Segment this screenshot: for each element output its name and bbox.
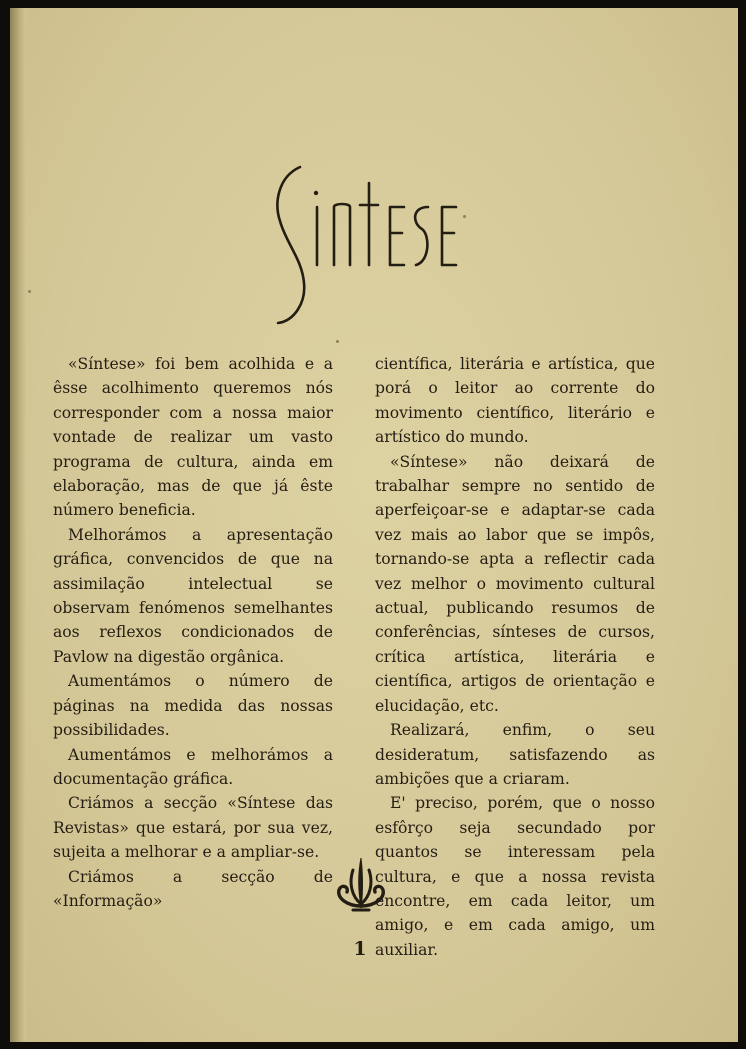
- binding-spine: [10, 8, 26, 1042]
- page-title: [272, 163, 482, 333]
- text-column-right: [375, 352, 655, 962]
- floral-ornament-icon: [333, 854, 389, 916]
- paragraph: Criámos a secção de «Informação»: [53, 867, 333, 910]
- paragraph: «Síntese» foi bem acolhida e a êsse acolhimento queremos nós corresponder com a nossa maior vontade de realizar um vasto programa de cultura, ainda em elaboração, mas de que já êste número beneficia.: [53, 355, 333, 520]
- magazine-page: [10, 8, 738, 1042]
- text-column-left: [53, 352, 333, 913]
- paper-speck: [28, 290, 31, 293]
- paragraph: Melhorámos a apresentação gráfica, convencidos de que na assimilação intelectual se observam fenómenos semelhantes aos reflexos condicionados de Pavlow na digestão orgânica.: [53, 525, 333, 666]
- paragraph: Realizará, enfim, o seu desideratum, satisfazendo as ambições que a criaram.: [375, 721, 655, 788]
- paragraph: «Síntese» não deixará de trabalhar sempre no sentido de aperfeiçoar-se e adaptar-se cada vez mais ao labor que se impôs, tornando-se apta a reflectir cada vez melhor o movimento cultural actual, publicando resumos de conferências, sínteses de cursos, crítica artística, literária e científica, artigos de orientação e elucidação, etc.: [375, 452, 655, 715]
- paragraph-continued: científica, literária e artística, que porá o leitor ao corrente do movimento científico, literário e artístico do mundo.: [375, 355, 655, 447]
- paper-speck: [463, 215, 466, 218]
- page-number: 1: [353, 938, 367, 960]
- paragraph: Aumentámos e melhorámos a documentação gráfica.: [53, 745, 333, 788]
- paragraph: E' preciso, porém, que o nosso esfôrço seja secundado por quantos se interessam pela cultura, e que a nossa revista encontre, em cada leitor, um amigo, e em cada amigo, um auxiliar.: [375, 794, 655, 959]
- paper-speck: [336, 340, 339, 343]
- paragraph: Aumentámos o número de páginas na medida das nossas possibilidades.: [53, 672, 333, 740]
- paragraph: Criámos a secção «Síntese das Revistas» que estará, por sua vez, sujeita a melhorar e a ampliar-se.: [53, 794, 333, 862]
